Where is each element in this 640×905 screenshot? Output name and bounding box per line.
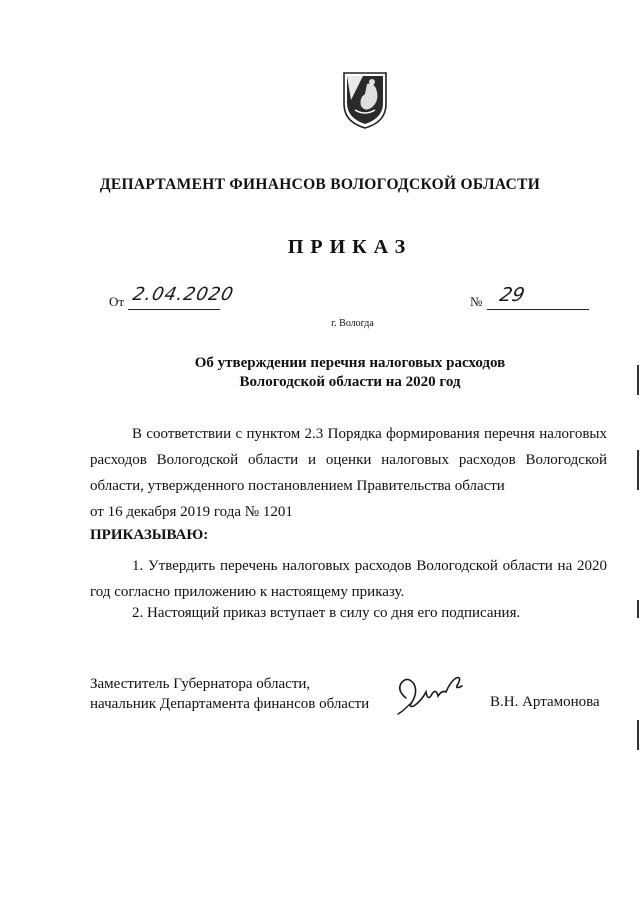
signatory-name: В.Н. Артамонова	[490, 694, 600, 710]
scan-edge-mark	[637, 365, 639, 395]
handwritten-number: 29	[497, 284, 527, 306]
scan-edge-mark	[637, 720, 639, 750]
preamble-text: В соответствии с пунктом 2.3 Порядка формирования перечня налоговых расходов Вологодской области и оценки налоговых расходов Вологодской области, утвержденного постановлением Правительства области	[90, 426, 607, 494]
signatory-position	[90, 674, 369, 714]
preamble-paragraph	[90, 421, 607, 525]
date-underline	[128, 309, 220, 310]
position-line-1: Заместитель Губернатора области,	[90, 676, 311, 692]
number-label: №	[470, 294, 483, 309]
order-item-2: 2. Настоящий приказ вступает в силу со дня его подписания.	[132, 605, 521, 621]
order-word: ПРИКАЗЫВАЮ:	[90, 527, 209, 543]
date-label: От	[109, 294, 125, 309]
order-subject	[0, 354, 640, 392]
handwritten-date: 2.04.2020	[130, 284, 236, 305]
scan-edge-mark	[637, 600, 639, 618]
subject-line-2: Вологодской области на 2020 год	[239, 374, 461, 390]
position-line-2: начальник Департамента финансов области	[90, 696, 370, 712]
department-name: ДЕПАРТАМЕНТ ФИНАНСОВ ВОЛОГОДСКОЙ ОБЛАСТИ	[99, 176, 541, 193]
subject-line-1: Об утверждении перечня налоговых расходов	[194, 355, 506, 371]
document-type-title: ПРИКАЗ	[287, 236, 413, 258]
handwritten-signature	[392, 672, 472, 716]
order-item-1: 1. Утвердить перечень налоговых расходов Вологодской области на 2020 год согласно приложению к настоящему приказу.	[90, 558, 607, 600]
scan-edge-mark	[637, 450, 639, 490]
city-name: г. Вологда	[331, 318, 374, 329]
coat-of-arms-emblem	[341, 70, 389, 130]
preamble-end: от 16 декабря 2019 года № 1201	[90, 504, 293, 520]
number-underline	[487, 309, 589, 310]
